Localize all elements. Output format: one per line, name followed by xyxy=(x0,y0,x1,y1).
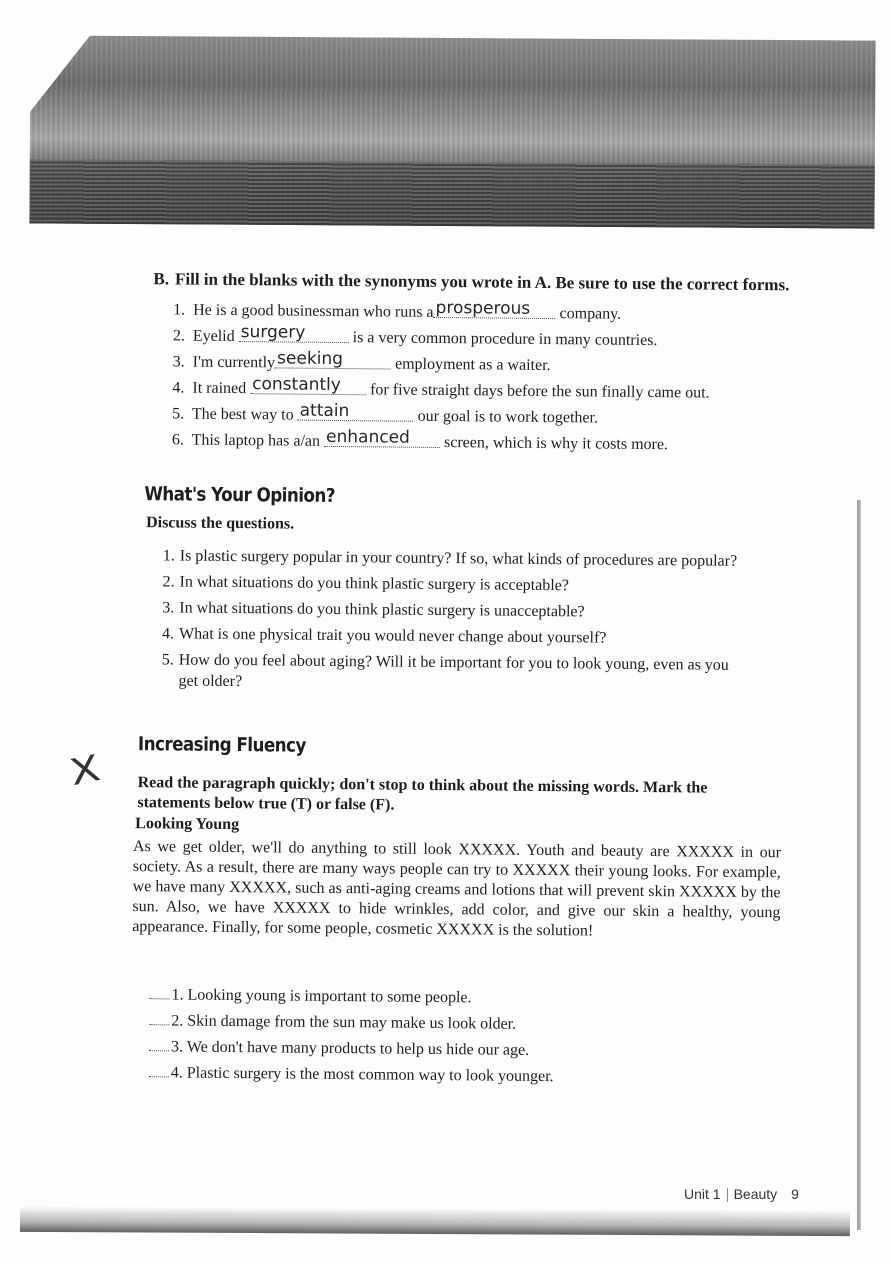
item-number: 6. xyxy=(171,431,184,449)
fill-item xyxy=(172,427,709,458)
question-number: 5. xyxy=(161,651,174,669)
scanned-bottom-band xyxy=(20,1206,850,1236)
question-number: 4. xyxy=(161,625,175,643)
discussion-question xyxy=(162,571,752,598)
exercise-b-label: B. xyxy=(153,269,170,289)
answer-blank[interactable]: surgery xyxy=(239,323,349,343)
true-false-list xyxy=(149,982,555,1090)
answer-blank[interactable]: attain xyxy=(298,402,414,422)
item-number: 2. xyxy=(172,327,185,345)
question-text: How do you feel about aging? Will it be important for you to look young, even as you get older? xyxy=(178,651,729,691)
page-number: 9 xyxy=(791,1186,799,1202)
tf-statement xyxy=(149,1034,554,1064)
tf-answer-blank[interactable] xyxy=(149,1064,169,1077)
item-text-before: He is a good businessman who runs a xyxy=(193,301,434,321)
discussion-question xyxy=(162,623,752,650)
discussion-question xyxy=(162,597,752,624)
statement-number: 2. xyxy=(171,1012,184,1030)
exercise-b-text: Fill in the blanks with the synonyms you wrote in A. Be sure to use the correct forms. xyxy=(174,269,790,295)
handwritten-x-mark: X xyxy=(66,748,104,795)
statement-number: 1. xyxy=(171,986,184,1004)
fluency-section-title: Increasing Fluency xyxy=(137,733,306,757)
fill-blank-list xyxy=(172,297,711,458)
paragraph-title: Looking Young xyxy=(135,815,240,834)
exercise-b-instruction xyxy=(153,269,789,295)
tf-statement xyxy=(149,1060,554,1090)
item-text-before: This laptop has a/an xyxy=(191,431,321,450)
statement-text: Looking young is important to some people. xyxy=(187,986,472,1007)
item-text-before: The best way to xyxy=(191,405,294,424)
item-text-after: screen, which is why it costs more. xyxy=(443,434,669,454)
item-number: 4. xyxy=(172,379,185,397)
question-text: In what situations do you think plastic surgery is acceptable? xyxy=(179,573,569,595)
footer-separator xyxy=(727,1188,728,1202)
footer-unit: Unit 1 xyxy=(684,1186,721,1202)
question-text: In what situations do you think plastic surgery is unacceptable? xyxy=(179,599,585,621)
answer-blank[interactable]: prosperous xyxy=(434,299,556,319)
tf-answer-blank[interactable] xyxy=(149,1012,169,1025)
item-text-after: our goal is to work together. xyxy=(417,407,599,427)
item-number: 5. xyxy=(172,405,185,423)
answer-blank[interactable]: seeking xyxy=(275,349,391,369)
item-text-after: company. xyxy=(559,305,622,323)
item-text-after: for five straight days before the sun finally came out. xyxy=(370,381,710,402)
tf-statement xyxy=(149,982,554,1012)
footer-topic: Beauty xyxy=(733,1186,778,1202)
answer-blank[interactable]: constantly xyxy=(250,375,366,395)
discussion-question xyxy=(163,545,753,572)
discussion-question xyxy=(161,649,751,697)
reading-paragraph: As we get older, we'll do anything to still look XXXXX. Youth and beauty are XXXXX in our society. As a result, there are many ways people can try to XXXXX their young looks. For example, we have many XXXXX, such as anti-aging creams and lotions that will prevent skin XXXXX by the sun. Also, we have XXXXX to hide wrinkles, add color, and give our skin a healthy, young appearance. Finally, for some people, cosmetic XXXXX is the solution! xyxy=(132,838,782,940)
page-footer xyxy=(684,1186,799,1202)
opinion-section-title: What's Your Opinion? xyxy=(144,483,336,507)
item-text-before: I'm currently xyxy=(192,353,276,372)
item-text-after: is a very common procedure in many countries. xyxy=(352,329,658,350)
question-text: Is plastic surgery popular in your country? If so, what kinds of procedures are popular? xyxy=(179,547,738,570)
item-text-before: It rained xyxy=(192,379,247,398)
item-text-after: employment as a waiter. xyxy=(394,355,551,375)
answer-blank[interactable]: enhanced xyxy=(324,428,440,448)
item-number: 1. xyxy=(173,301,186,319)
statement-number: 4. xyxy=(170,1064,183,1082)
question-number: 1. xyxy=(162,547,175,565)
fluency-instructions: Read the paragraph quickly; don't stop to think about the missing words. Mark the statements below true (T) or false (F). xyxy=(137,774,708,814)
statement-text: Plastic surgery is the most common way to look younger. xyxy=(186,1064,554,1086)
question-text: What is one physical trait you would never change about yourself? xyxy=(178,625,607,647)
tf-statement xyxy=(149,1008,554,1038)
discuss-subhead: Discuss the questions. xyxy=(146,514,295,533)
item-number: 3. xyxy=(172,353,185,371)
question-number: 3. xyxy=(162,599,175,617)
statement-text: Skin damage from the sun may make us look older. xyxy=(187,1012,517,1033)
scanned-right-edge xyxy=(857,500,861,1230)
question-number: 2. xyxy=(162,573,175,591)
tf-answer-blank[interactable] xyxy=(149,1038,169,1051)
tf-answer-blank[interactable] xyxy=(150,986,170,999)
item-text-before: Eyelid xyxy=(192,327,235,346)
discussion-question-list xyxy=(161,545,752,702)
statement-number: 3. xyxy=(170,1038,184,1056)
statement-text: We don't have many products to help us hide our age. xyxy=(186,1038,530,1059)
